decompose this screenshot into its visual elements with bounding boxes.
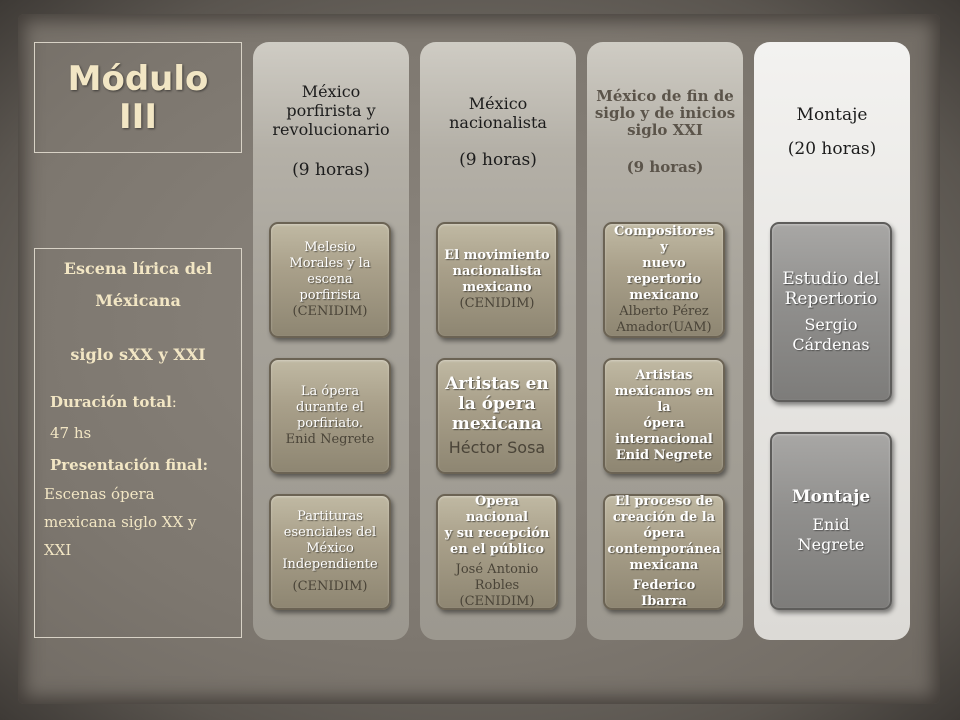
column-title: México de fin de siglo y de inicios siglo XXI bbox=[594, 87, 736, 139]
column-fin-de-siglo bbox=[587, 42, 743, 640]
topic-card[interactable]: Estudio del Repertorio Sergio Cárdenas bbox=[770, 222, 892, 402]
topic-card[interactable]: Compositores y nuevo repertorio mexicano Alberto Pérez Amador(UAM) bbox=[603, 222, 725, 338]
column-montaje bbox=[754, 42, 910, 640]
duration-value: 47 hs bbox=[50, 424, 92, 442]
presentation-line-2: mexicana siglo XX y bbox=[44, 513, 197, 531]
topic-card[interactable]: Artistas mexicanos en la ópera internacional Enid Negrete bbox=[603, 358, 725, 474]
duration-label: Duración total bbox=[50, 393, 172, 411]
column-hours: (9 horas) bbox=[626, 158, 704, 176]
topic-card[interactable]: Montaje Enid Negrete bbox=[770, 432, 892, 610]
column-hours: (9 horas) bbox=[292, 160, 370, 180]
info-title-1: Escena lírica del bbox=[63, 259, 213, 278]
column-hours: (9 horas) bbox=[459, 150, 537, 170]
column-porfirista bbox=[253, 42, 409, 640]
topic-card[interactable]: Melesio Morales y la escena porfirista (CENIDIM) bbox=[269, 222, 391, 338]
topic-card[interactable]: La ópera durante el porfiriato. Enid Negrete bbox=[269, 358, 391, 474]
module-title-line2: III bbox=[119, 96, 157, 137]
topic-card[interactable]: Artistas en la ópera mexicana Héctor Sosa bbox=[436, 358, 558, 474]
topic-card[interactable]: Partituras esenciales del México Independiente (CENIDIM) bbox=[269, 494, 391, 610]
info-title-2: Méxicana bbox=[95, 291, 181, 310]
presentation-line-3: XXI bbox=[44, 541, 72, 559]
course-info-box bbox=[34, 248, 242, 638]
topic-card[interactable]: El movimiento nacionalista mexicano (CENIDIM) bbox=[436, 222, 558, 338]
column-nacionalista bbox=[420, 42, 576, 640]
presentation-line-1: Escenas ópera bbox=[44, 485, 155, 503]
duration-colon: : bbox=[171, 393, 177, 411]
module-title-line1: Módulo bbox=[67, 58, 209, 99]
module-title-box bbox=[34, 42, 242, 153]
column-title: Montaje bbox=[796, 105, 868, 125]
duration-label-row bbox=[50, 393, 177, 411]
column-title: México nacionalista bbox=[449, 94, 547, 132]
column-hours: (20 horas) bbox=[787, 139, 877, 159]
column-title: México porfirista y revolucionario bbox=[272, 82, 390, 139]
presentation-label: Presentación final: bbox=[50, 456, 208, 474]
topic-card[interactable]: El proceso de creación de la ópera contemporánea mexicana Federico Ibarra bbox=[603, 494, 725, 610]
info-title-3: siglo sXX y XXI bbox=[70, 345, 206, 364]
topic-card[interactable]: Opera nacional y su recepción en el público José Antonio Robles (CENIDIM) bbox=[436, 494, 558, 610]
